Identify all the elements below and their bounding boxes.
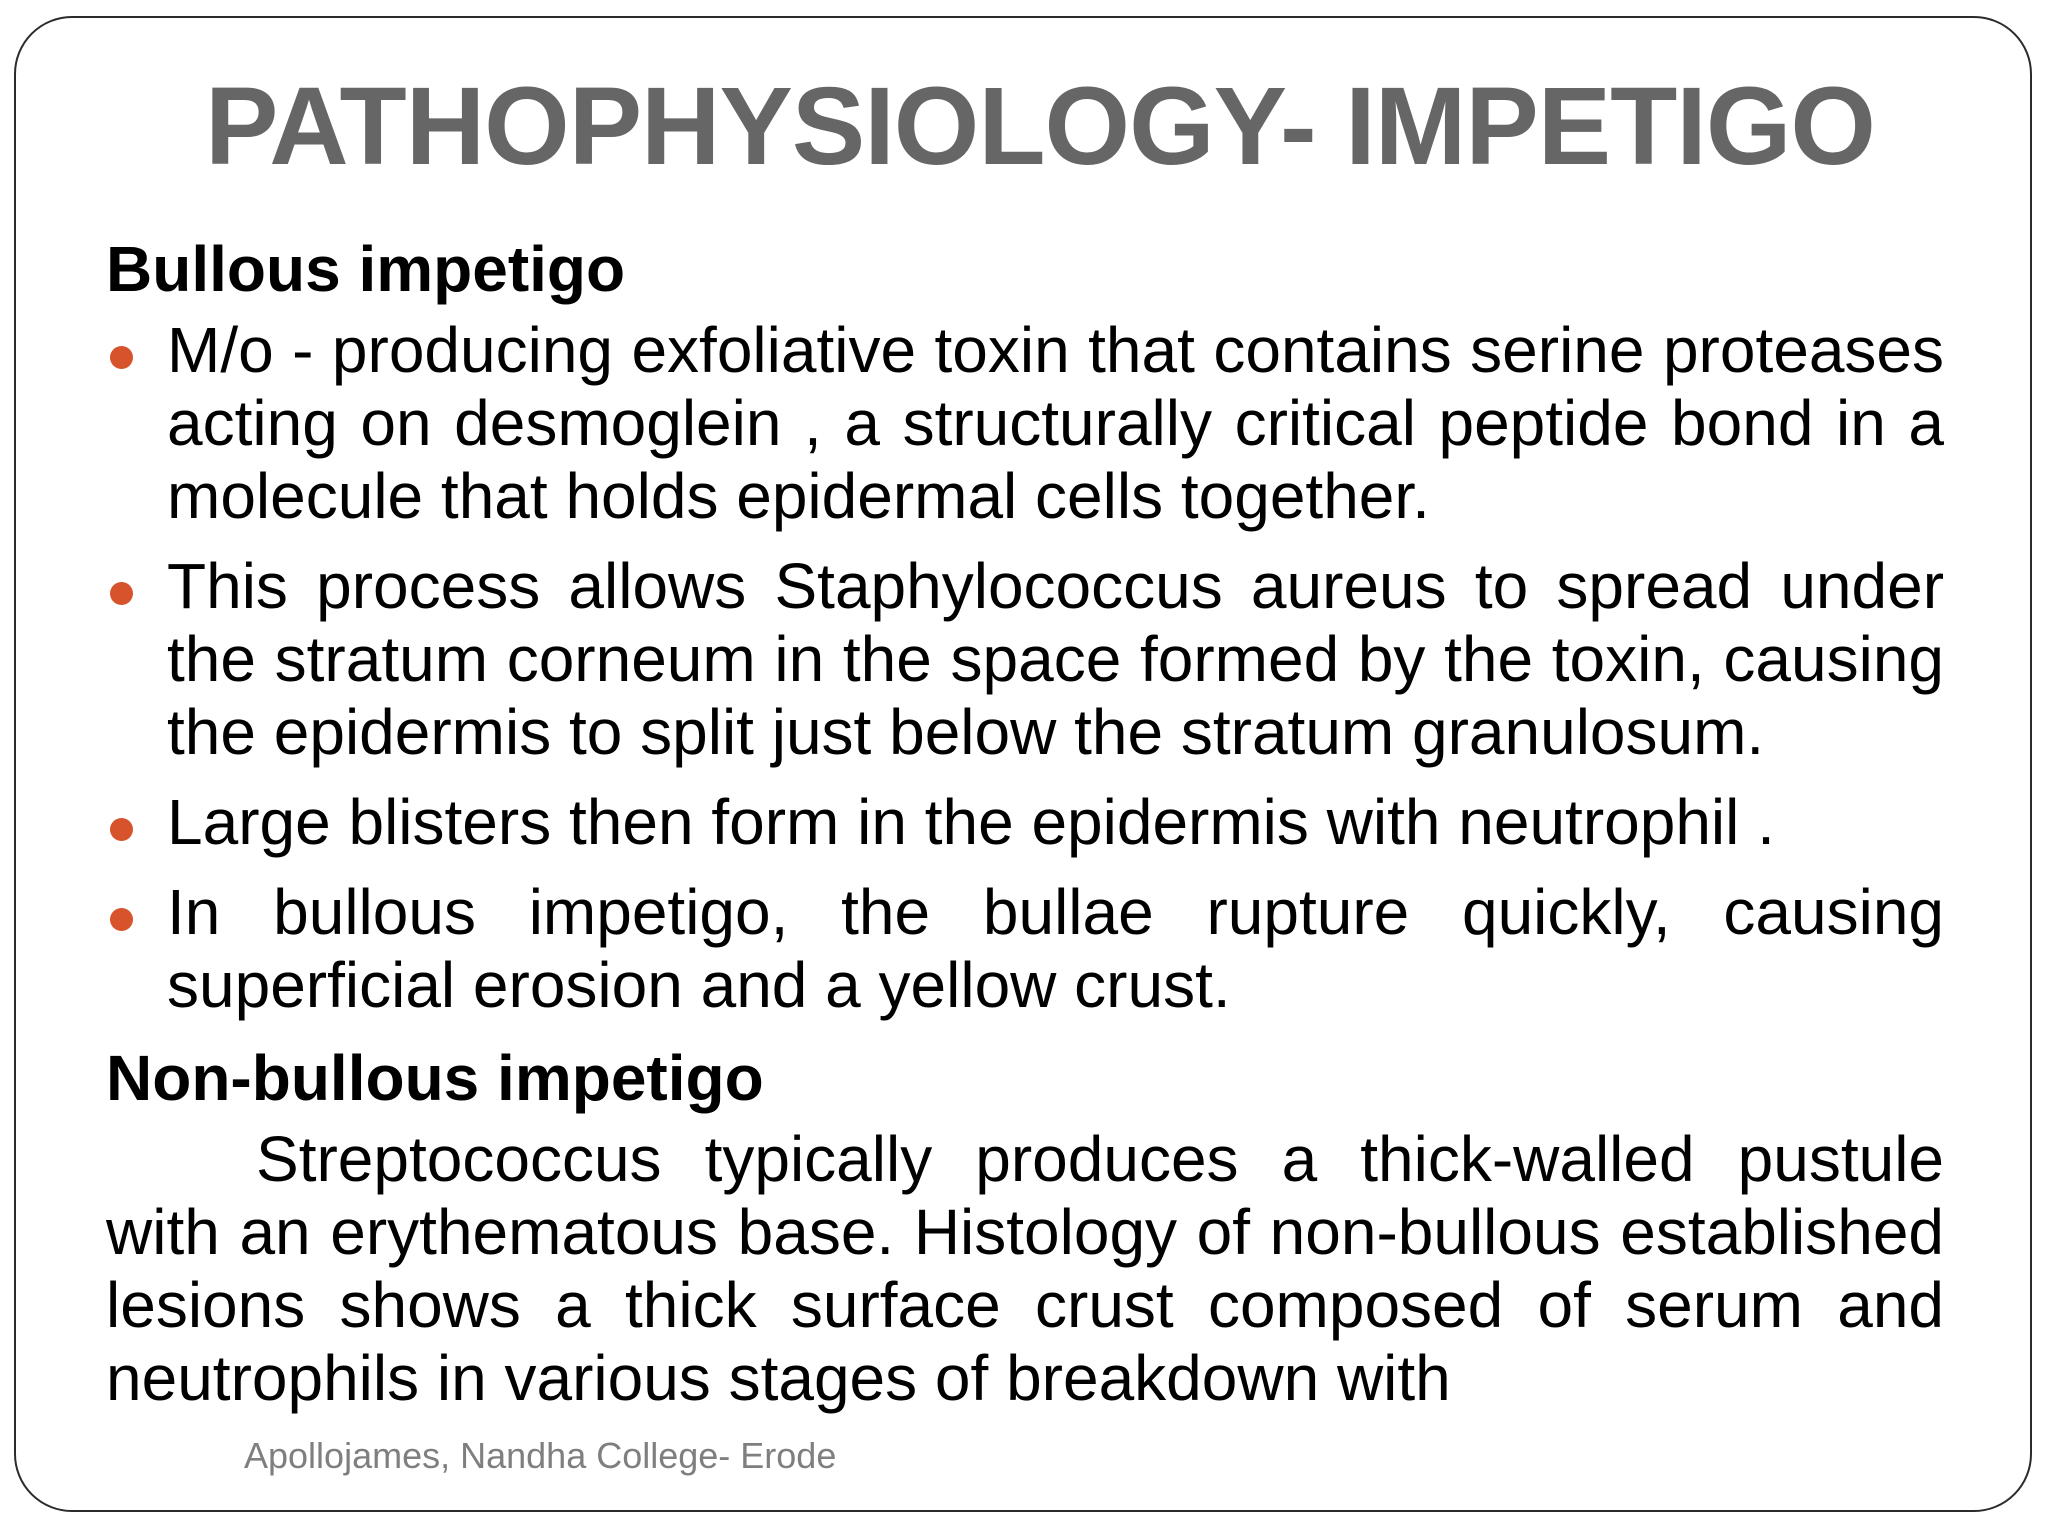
nonbullous-heading: Non-bullous impetigo	[106, 1042, 764, 1114]
bullet-dot-icon	[110, 908, 133, 931]
slide-footer: Apollojames, Nandha College- Erode	[244, 1435, 837, 1476]
bullet-item	[106, 876, 1944, 1022]
bullet-item	[106, 550, 1944, 769]
bullet-text: Large blisters then form in the epidermis with neutrophil .	[167, 786, 1775, 858]
bullet-dot-icon	[110, 582, 133, 605]
bullet-text: M/o - producing exfoliative toxin that contains serine proteases acting on desmoglein , a structurally critical peptide bond in a molecule that holds epidermal cells together.	[167, 314, 1944, 532]
slide-frame	[14, 16, 2032, 1512]
bullet-item	[106, 786, 1944, 859]
bullet-text: This process allows Staphylococcus aureus to spread under the stratum corneum in the space formed by the toxin, causing the epidermis to split just below the stratum granulosum.	[167, 550, 1944, 768]
bullet-dot-icon	[110, 818, 133, 841]
bullet-dot-icon	[110, 346, 133, 369]
nonbullous-paragraph: Streptococcus typically produces a thick-walled pustule with an erythematous base. Histology of non-bullous established lesions shows a thick surface crust composed of serum and neutrophils in various stages of breakdown with	[106, 1123, 1944, 1414]
slide-title: PATHOPHYSIOLOGY- IMPETIGO	[205, 65, 1875, 188]
slide-content	[106, 224, 1944, 1415]
bullous-bullet-list	[106, 314, 1944, 1022]
bullous-heading: Bullous impetigo	[106, 233, 626, 305]
bullet-item	[106, 314, 1944, 533]
bullet-text: In bullous impetigo, the bullae rupture quickly, causing superficial erosion and a yellow crust.	[167, 876, 1944, 1021]
